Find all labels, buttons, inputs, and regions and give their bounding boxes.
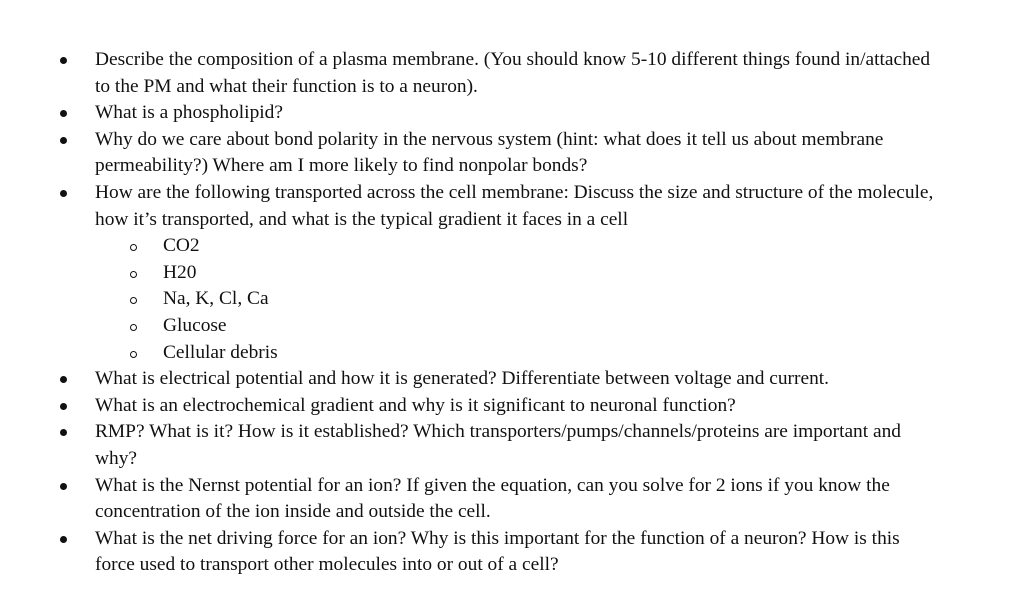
sub-list-item: [95, 313, 935, 340]
question-text: What is electrical potential and how it is generated? Differentiate between voltage and current.: [95, 368, 830, 390]
bullet-icon: [60, 403, 67, 410]
bullet-icon: [60, 536, 67, 543]
list-item: [0, 526, 1025, 579]
hollow-bullet-icon: [130, 244, 137, 251]
bullet-icon: [60, 137, 67, 144]
question-text: What is a phospholipid?: [95, 102, 283, 124]
list-item: [0, 47, 1025, 100]
question-text: RMP? What is it? How is it established? Which transporters/pumps/channels/proteins are important and why?: [95, 421, 901, 469]
list-item: [0, 366, 1025, 393]
bullet-icon: [60, 190, 67, 197]
sub-list-item: [95, 260, 935, 287]
question-text: How are the following transported across the cell membrane: Discuss the size and structure of the molecule, how it’s transported, and what is the typical gradient it faces in a cell: [95, 181, 934, 230]
bullet-icon: [60, 376, 67, 383]
sub-list-item: [95, 233, 935, 260]
sub-list-item: [95, 286, 935, 313]
question-text: What is the Nernst potential for an ion? If given the equation, can you solve for 2 ions if you know the concentration of the ion inside and outside the cell.: [95, 474, 890, 523]
hollow-bullet-icon: [130, 271, 137, 278]
list-item: [0, 180, 1025, 366]
hollow-bullet-icon: [130, 324, 137, 331]
list-item: [0, 473, 1025, 526]
bullet-icon: [60, 483, 67, 490]
question-text: What is the net driving force for an ion? Why is this important for the function of a neuron? How is this force used to transport other molecules into or out of a cell?: [95, 527, 900, 576]
question-text: What is an electrochemical gradient and why is it significant to neuronal function?: [95, 394, 736, 416]
list-item: [0, 100, 1025, 127]
sub-item-text: H20: [163, 261, 197, 283]
question-text: Describe the composition of a plasma membrane. (You should know 5-10 different things found in/attached to the PM and what their function is to a neuron).: [95, 49, 931, 97]
sub-list: [95, 233, 935, 366]
sub-item-text: CO2: [163, 235, 200, 257]
hollow-bullet-icon: [130, 297, 137, 304]
bullet-icon: [60, 57, 67, 64]
bullet-icon: [60, 110, 67, 117]
list-item: [0, 393, 1025, 420]
list-item: [0, 127, 1025, 180]
sub-list-item: [95, 340, 935, 367]
sub-item-text: Na, K, Cl, Ca: [163, 288, 269, 310]
sub-item-text: Cellular debris: [163, 341, 278, 363]
question-text: Why do we care about bond polarity in the nervous system (hint: what does it tell us about membrane permeability?) Where am I more likely to find nonpolar bonds?: [95, 128, 884, 177]
question-list: [0, 47, 1025, 579]
list-item: [0, 419, 1025, 472]
bullet-icon: [60, 429, 67, 436]
document-page: [0, 47, 1025, 579]
hollow-bullet-icon: [130, 351, 137, 358]
sub-item-text: Glucose: [163, 314, 227, 336]
